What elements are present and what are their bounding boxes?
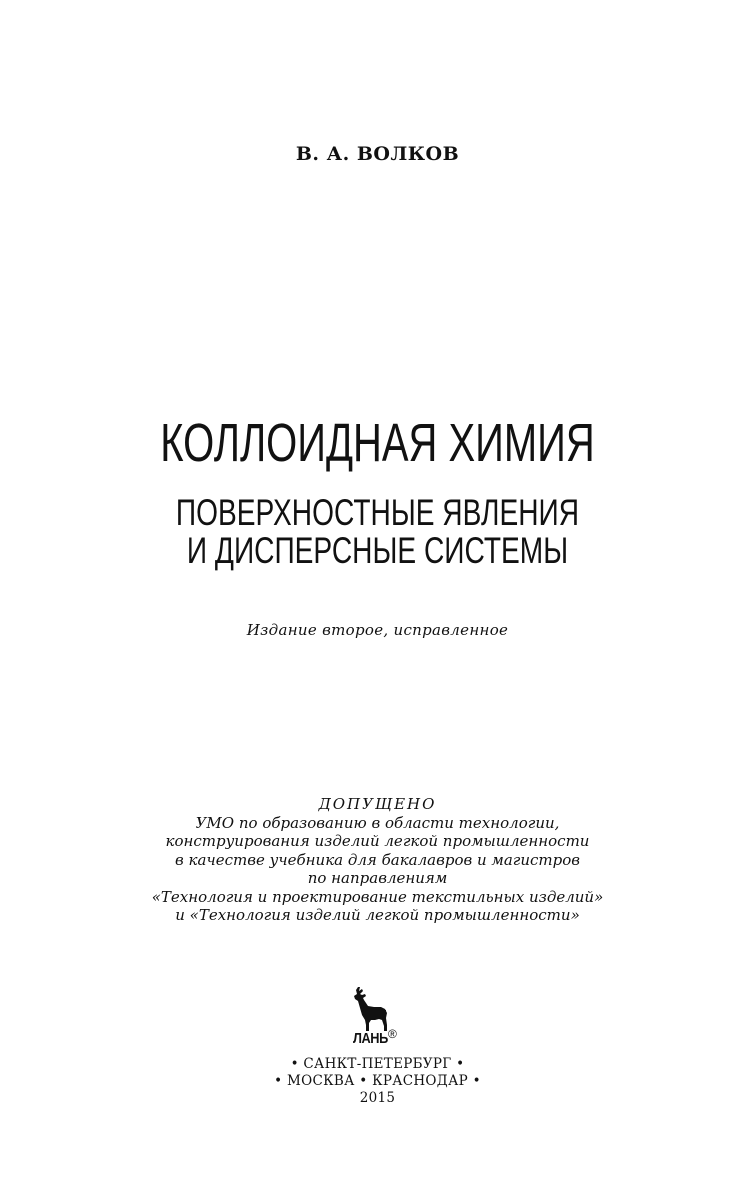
book-subtitle xyxy=(91,494,665,570)
approval-heading: ДОПУЩЕНО xyxy=(318,795,437,813)
approval-block xyxy=(0,795,755,925)
subtitle-line-1: ПОВЕРХНОСТНЫЕ ЯВЛЕНИЯ xyxy=(175,492,580,533)
publisher-logo-text: ЛАНЬ xyxy=(353,1030,388,1047)
approval-line: по направлениям xyxy=(307,869,448,887)
imprint-cities-line-2: • МОСКВА • КРАСНОДАР • xyxy=(274,1073,481,1089)
registered-mark: ® xyxy=(388,1027,397,1041)
imprint-cities-line-1: • САНКТ-ПЕТЕРБУРГ • xyxy=(290,1056,465,1072)
approval-line: и «Технология изделий легкой промышленности» xyxy=(175,906,580,924)
edition-note: Издание второе, исправленное xyxy=(246,621,509,639)
publisher-logo xyxy=(341,985,405,1049)
subtitle-line-2: И ДИСПЕРСНЫЕ СИСТЕМЫ xyxy=(186,530,569,571)
approval-line: «Технология и проектирование текстильных изделий» xyxy=(151,887,604,906)
approval-line: в качестве учебника для бакалавров и магистров xyxy=(174,850,581,869)
approval-line: УМО по образованию в области технологии, xyxy=(195,813,560,832)
imprint xyxy=(0,1056,755,1107)
imprint-year: 2015 xyxy=(359,1090,396,1106)
book-title: КОЛЛОИДНАЯ ХИМИЯ xyxy=(160,413,595,473)
approval-line: конструирования изделий легкой промышленности xyxy=(165,832,590,850)
author-name: В. А. ВОЛКОВ xyxy=(295,143,460,165)
